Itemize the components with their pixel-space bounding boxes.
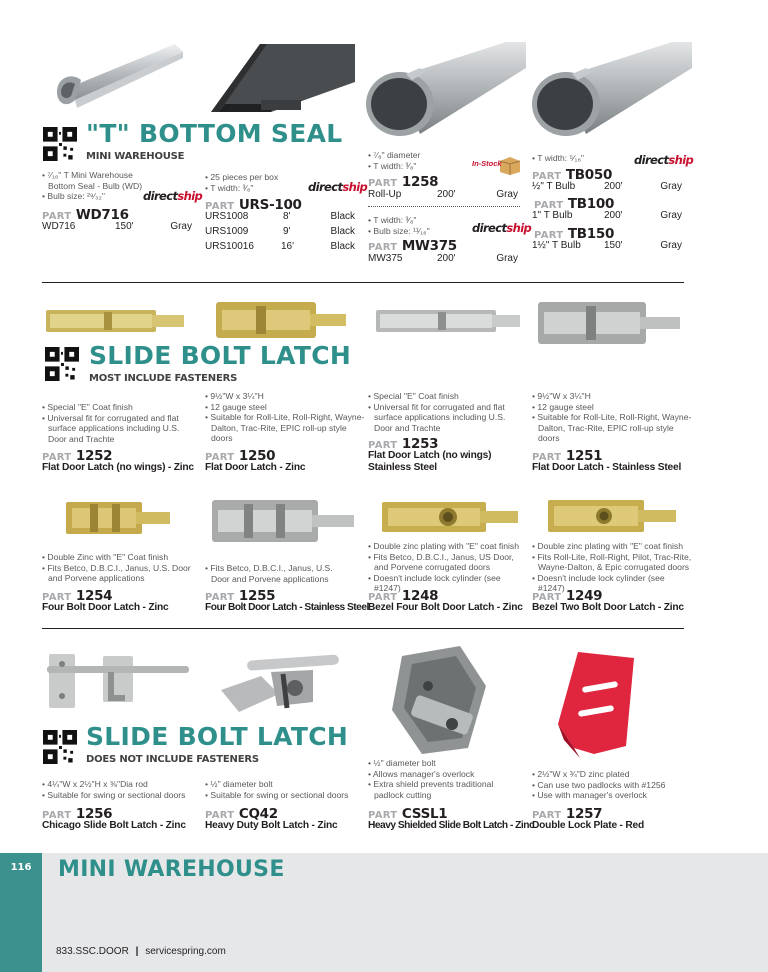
bullet: • ⁷⁄₁₆" T Mini Warehouse Bottom Seal - Bulb (WD) [42, 170, 143, 191]
spec-row [42, 220, 192, 234]
product-bullets [532, 153, 632, 164]
bullet: • Fits Betco, D.B.C.I., Janus, US Door, and Porvene corrugated doors [368, 551, 514, 573]
spec-sku: 1" T Bulb [532, 210, 573, 221]
product-bullets [205, 172, 315, 193]
part-number: 1251 [565, 448, 603, 464]
part-number: 1255 [238, 588, 276, 604]
latch-1250-image [212, 300, 348, 340]
part-number: 1254 [75, 588, 113, 604]
section-title: SLIDE BOLT LATCH [86, 722, 349, 751]
part-label: PART [368, 178, 398, 189]
part-number: WD716 [75, 207, 129, 223]
part-label: PART [368, 810, 398, 821]
bullet: • Suitable for swing or sectional doors [42, 789, 186, 800]
part-label: PART [42, 452, 72, 463]
spec-length: 200' [604, 210, 623, 221]
product-name: Four Bolt Door Latch - Zinc [42, 602, 169, 613]
part-label: PART [205, 810, 235, 821]
section-subtitle: MOST INCLUDE FASTENERS [89, 373, 238, 384]
lock-plate-1257-image [556, 650, 636, 760]
product-bullets [42, 402, 197, 444]
latch-1255-image [210, 498, 356, 544]
part-number: 1252 [75, 448, 113, 464]
dotted-divider [368, 206, 520, 207]
part-number: TB050 [565, 167, 613, 183]
spec-color: Gray [660, 240, 682, 251]
part-label: PART [532, 171, 562, 182]
product-bullets [205, 779, 365, 800]
part-number: 1248 [401, 588, 439, 604]
spec-length: 200' [437, 189, 456, 200]
spec-sku: ½" T Bulb [532, 181, 576, 192]
part-label: PART [368, 440, 398, 451]
bullet: • ½" diameter bolt [368, 758, 436, 768]
product-bullets [205, 563, 350, 584]
bullet: • Double zinc plating with "E" coat finish [368, 541, 519, 551]
bullet: • Extra shield prevents traditional padlock cutting [368, 779, 494, 800]
bullet: • Use with manager's overlock [532, 790, 647, 801]
spec-color: Gray [170, 221, 192, 232]
directship-logo-b: ship [506, 221, 532, 235]
spec-row [205, 240, 355, 254]
bullet: • T width: ⁵⁄₁₆" [532, 153, 584, 163]
footer-website[interactable]: servicespring.com [145, 946, 226, 957]
footer-section-title: MINI WAREHOUSE [58, 857, 285, 882]
bullet: • Doesn't include lock cylinder (see #1247) [368, 572, 501, 594]
bullet: • 12 gauge steel [532, 401, 594, 412]
product-bullets [368, 758, 518, 800]
bullet: • Suitable for Roll-Lite, Roll-Right, Wayne-Dalton, Trac-Rite, EPIC roll-up style doors [532, 412, 692, 444]
section-subtitle: DOES NOT INCLUDE FASTENERS [86, 754, 259, 765]
in-stock-text: In-Stock [472, 159, 502, 168]
product-bullets [205, 391, 365, 444]
spec-color: Gray [660, 181, 682, 192]
bullet: • 12 gauge steel [205, 401, 267, 412]
latch-cq42-image [217, 650, 343, 720]
product-name: Bezel Four Bolt Door Latch - Zinc [368, 602, 523, 613]
spec-color: Gray [660, 210, 682, 221]
directship-logo-b: ship [342, 180, 368, 194]
spec-row [368, 252, 518, 266]
spec-color: Gray [496, 189, 518, 200]
latch-1251-image [536, 300, 682, 346]
spec-length: 200' [437, 253, 456, 264]
footer-phone[interactable]: 833.SSC.DOOR [56, 946, 129, 957]
part-number: CSSL1 [401, 806, 448, 822]
wd716-product-image [55, 42, 185, 114]
bullet: • T width: ³⁄₈" [368, 215, 417, 225]
directship-logo[interactable] [308, 180, 367, 194]
product-bullets [532, 391, 692, 444]
spec-color: Gray [496, 253, 518, 264]
bullet: • Doesn't include lock cylinder (see #1247) [532, 572, 665, 594]
product-bullets [368, 215, 468, 236]
product-name: Bezel Two Bolt Door Latch - Zinc [532, 602, 684, 613]
spec-length: 9' [283, 226, 291, 237]
spec-color: Black [330, 241, 355, 252]
part-number: CQ42 [238, 806, 278, 822]
qr-code-icon[interactable] [45, 347, 79, 381]
bullet: • Double Zinc with "E" Coat finish [42, 552, 169, 562]
spec-sku: WD716 [42, 221, 76, 232]
latch-1256-image [45, 650, 191, 712]
footer-contact [56, 946, 226, 957]
spec-color: Black [330, 226, 355, 237]
spec-row [368, 188, 518, 202]
part-label: PART [42, 211, 72, 222]
spec-length: 150' [115, 221, 134, 232]
part-number: TB150 [567, 226, 615, 242]
spec-length: 150' [604, 240, 623, 251]
qr-code-icon[interactable] [43, 730, 77, 764]
bullet: • ½" diameter bolt [205, 779, 273, 789]
section-divider [42, 628, 684, 629]
page-number: 116 [10, 862, 32, 873]
latch-1248-image [380, 498, 520, 536]
latch-1253-image [374, 306, 522, 336]
part-number: MW375 [401, 238, 457, 254]
product-name: Flat Door Latch (no wings) - Zinc [42, 462, 194, 473]
part-label: PART [534, 200, 564, 211]
bullet: • 2½"W x ¾"D zinc plated [532, 769, 630, 779]
urs100-product-image [205, 42, 355, 114]
spec-sku: URS10016 [205, 241, 254, 252]
bullet: • T width: ³⁄₈" [205, 182, 254, 193]
part-number: 1257 [565, 806, 603, 822]
product-name: Flat Door Latch (no wings) [368, 450, 492, 461]
spec-sku: MW375 [368, 253, 403, 264]
spec-row [205, 225, 355, 239]
latch-1252-image [44, 306, 186, 336]
spec-sku: 1½" T Bulb [532, 240, 581, 251]
product-bullets [368, 391, 523, 433]
spec-sku: URS1009 [205, 226, 249, 237]
part-label: PART [368, 242, 398, 253]
bullet: • 9½"W x 3¼"H [532, 391, 591, 401]
directship-logo[interactable] [143, 189, 202, 203]
part-number: TB100 [567, 196, 615, 212]
spec-row [532, 180, 682, 194]
latch-1249-image [546, 498, 678, 534]
bullet: • Universal fit for corrugated and flat surface applications including U.S. Door and Trachte [368, 401, 506, 433]
part-number: 1256 [75, 806, 113, 822]
product-name: Double Lock Plate - Red [532, 820, 645, 831]
bullet: • Fits Betco, D.B.C.I., Janus, U.S. Door and Porvene applications [42, 562, 191, 584]
bullet: • Fits Betco, D.B.C.I., Janus, U.S. Door and Porvene applications [205, 563, 333, 584]
bullet: • Double zinc plating with "E" coat finish [532, 541, 683, 551]
product-name: Flat Door Latch - Stainless Steel [532, 462, 682, 473]
directship-logo[interactable] [472, 221, 531, 235]
directship-logo-b: ship [177, 189, 203, 203]
spec-length: 200' [604, 181, 623, 192]
part-number: URS-100 [238, 197, 302, 213]
bullet: • Universal fit for corrugated and flat surface applications including U.S. Door and Trachte [42, 412, 180, 444]
bullet: • ⁷⁄₈" diameter [368, 150, 421, 160]
product-name: Flat Door Latch - Zinc [205, 462, 306, 473]
bullet: • Bulb size: ²⁹⁄₃₂" [42, 191, 105, 202]
product-name: Heavy Duty Bolt Latch - Zinc [205, 820, 338, 831]
part-label: PART [532, 810, 562, 821]
part-label: PART [532, 452, 562, 463]
bullet: • Suitable for Roll-Lite, Roll-Right, Wayne-Dalton, Trac-Rite, EPIC roll-up style doors [205, 412, 365, 444]
product-bullets [42, 170, 157, 202]
part-number: 1250 [238, 448, 276, 464]
part-label: PART [368, 592, 398, 603]
part-number: 1249 [565, 588, 603, 604]
directship-logo-a: direct [634, 153, 669, 167]
part-label: PART [534, 230, 564, 241]
bullet: • Special "E" Coat finish [42, 402, 133, 412]
product-bullets [42, 779, 202, 800]
directship-logo-a: direct [472, 221, 507, 235]
spec-row [532, 209, 682, 223]
spec-row [532, 239, 682, 253]
product-name: Heavy Shielded Slide Bolt Latch - Zinc [368, 820, 535, 831]
bullet: • 9½"W x 3¼"H [205, 391, 264, 401]
section-title: "T" BOTTOM SEAL [86, 119, 343, 148]
footer-separator: | [135, 946, 139, 957]
bullet: • Can use two padlocks with #1256 [532, 779, 666, 790]
product-bullets [42, 552, 202, 584]
part-label: PART [205, 201, 235, 212]
latch-cssl1-image [382, 646, 498, 758]
part-label: PART [205, 452, 235, 463]
spec-sku: Roll-Up [368, 189, 402, 200]
product-name-line2: Stainless Steel [368, 462, 437, 473]
part-label: PART [42, 810, 72, 821]
directship-logo-a: direct [308, 180, 343, 194]
qr-code-icon[interactable] [43, 127, 77, 161]
p1258-product-image [366, 42, 526, 142]
spec-row [205, 210, 355, 224]
bullet: • Fits Roll-Lite, Roll-Right, Pilot, Trac-Rite, Wayne-Dalton, & Epic corrugated doors [532, 551, 692, 573]
part-label: PART [532, 592, 562, 603]
section-divider [42, 282, 684, 283]
directship-logo[interactable] [634, 153, 693, 167]
bullet: • Special "E" Coat finish [368, 391, 459, 401]
directship-logo-a: direct [143, 189, 178, 203]
spec-sku: URS1008 [205, 211, 249, 222]
bullet: • T width: ³⁄₈" [368, 160, 417, 171]
product-name: Four Bolt Door Latch - Stainless Steel [205, 602, 369, 613]
product-bullets [532, 769, 692, 801]
spec-length: 16' [281, 241, 295, 252]
section-title: SLIDE BOLT LATCH [89, 341, 352, 370]
product-name: Chicago Slide Bolt Latch - Zinc [42, 820, 186, 831]
bullet: • 4¼"W x 2½"H x ⅜"Dia rod [42, 779, 148, 789]
directship-logo-b: ship [668, 153, 694, 167]
part-number: 1253 [401, 436, 439, 452]
bullet: • Suitable for swing or sectional doors [205, 789, 349, 800]
spec-color: Black [330, 211, 355, 222]
part-label: PART [205, 592, 235, 603]
section-subtitle: MINI WAREHOUSE [86, 151, 185, 162]
in-stock-badge [472, 155, 522, 177]
bullet: • Bulb size: ¹¹⁄₁₆" [368, 225, 430, 236]
tb-product-image [532, 42, 692, 142]
part-label: PART [42, 592, 72, 603]
bullet: • 25 pieces per box [205, 172, 279, 182]
spec-length: 8' [283, 211, 291, 222]
product-bullets [368, 150, 468, 171]
part-number: 1258 [401, 174, 439, 190]
bullet: • Allows manager's overlock [368, 768, 475, 779]
latch-1254-image [64, 500, 172, 536]
